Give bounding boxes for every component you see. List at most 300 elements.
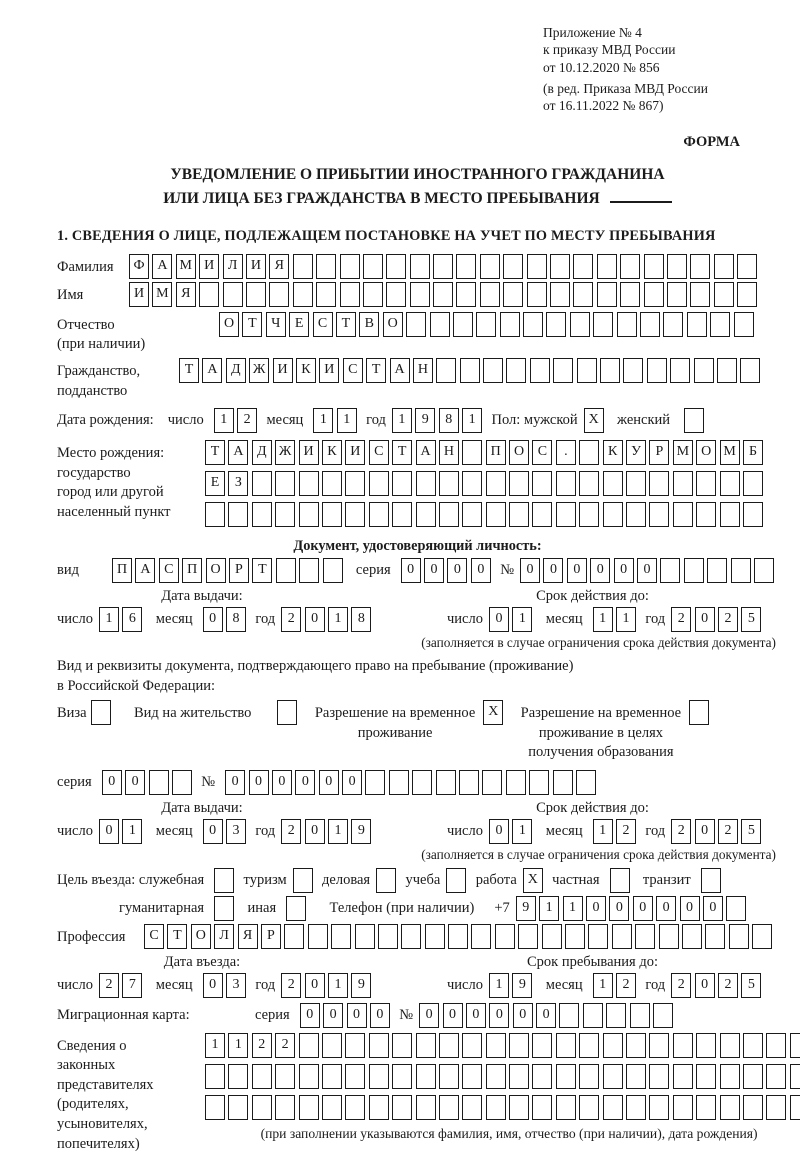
char-cell[interactable]: 9 bbox=[512, 973, 532, 998]
char-cell[interactable] bbox=[299, 558, 319, 583]
char-cell[interactable] bbox=[322, 1064, 342, 1089]
char-cell[interactable]: Л bbox=[214, 924, 234, 949]
char-cell[interactable]: X bbox=[523, 868, 543, 893]
char-cell[interactable] bbox=[369, 1033, 389, 1058]
char-cell[interactable]: 1 bbox=[392, 408, 412, 433]
char-cell[interactable] bbox=[726, 896, 746, 921]
char-cell[interactable] bbox=[565, 924, 585, 949]
char-cell[interactable] bbox=[593, 312, 613, 337]
char-cell[interactable]: О bbox=[206, 558, 226, 583]
char-cell[interactable] bbox=[430, 312, 450, 337]
char-cell[interactable]: И bbox=[319, 358, 339, 383]
char-cell[interactable]: 2 bbox=[252, 1033, 272, 1058]
char-cell[interactable]: 1 bbox=[313, 408, 333, 433]
char-cell[interactable] bbox=[673, 502, 693, 527]
char-cell[interactable] bbox=[456, 254, 476, 279]
char-cell[interactable]: С bbox=[343, 358, 363, 383]
char-cell[interactable] bbox=[550, 282, 570, 307]
char-cell[interactable] bbox=[503, 282, 523, 307]
char-cell[interactable] bbox=[345, 1033, 365, 1058]
char-cell[interactable]: 0 bbox=[520, 558, 540, 583]
char-cell[interactable] bbox=[275, 1064, 295, 1089]
char-cell[interactable] bbox=[766, 1064, 786, 1089]
char-cell[interactable] bbox=[527, 254, 547, 279]
char-cell[interactable] bbox=[410, 254, 430, 279]
char-cell[interactable] bbox=[199, 282, 219, 307]
char-cell[interactable]: И bbox=[199, 254, 219, 279]
char-cell[interactable] bbox=[322, 1095, 342, 1120]
char-cell[interactable] bbox=[482, 770, 502, 795]
char-cell[interactable]: 2 bbox=[281, 607, 301, 632]
char-cell[interactable]: 0 bbox=[695, 819, 715, 844]
char-cell[interactable] bbox=[573, 282, 593, 307]
char-cell[interactable]: А bbox=[202, 358, 222, 383]
char-cell[interactable] bbox=[684, 408, 704, 433]
char-cell[interactable]: 1 bbox=[593, 973, 613, 998]
char-cell[interactable] bbox=[322, 502, 342, 527]
char-cell[interactable]: 0 bbox=[590, 558, 610, 583]
char-cell[interactable]: 0 bbox=[614, 558, 634, 583]
char-cell[interactable]: К bbox=[322, 440, 342, 465]
char-cell[interactable]: И bbox=[345, 440, 365, 465]
char-cell[interactable]: Т bbox=[179, 358, 199, 383]
char-cell[interactable] bbox=[714, 254, 734, 279]
char-cell[interactable] bbox=[323, 558, 343, 583]
char-cell[interactable] bbox=[649, 1095, 669, 1120]
char-cell[interactable] bbox=[448, 924, 468, 949]
char-cell[interactable]: О bbox=[219, 312, 239, 337]
char-cell[interactable]: 0 bbox=[489, 1003, 509, 1028]
char-cell[interactable] bbox=[376, 868, 396, 893]
char-cell[interactable] bbox=[626, 1064, 646, 1089]
char-cell[interactable]: 1 bbox=[462, 408, 482, 433]
char-cell[interactable] bbox=[617, 312, 637, 337]
char-cell[interactable] bbox=[276, 558, 296, 583]
char-cell[interactable]: 1 bbox=[337, 408, 357, 433]
char-cell[interactable]: 1 bbox=[512, 819, 532, 844]
char-cell[interactable] bbox=[649, 1033, 669, 1058]
char-cell[interactable] bbox=[527, 282, 547, 307]
char-cell[interactable] bbox=[576, 770, 596, 795]
char-cell[interactable] bbox=[365, 770, 385, 795]
char-cell[interactable]: О bbox=[509, 440, 529, 465]
char-cell[interactable] bbox=[486, 1064, 506, 1089]
char-cell[interactable] bbox=[456, 282, 476, 307]
char-cell[interactable] bbox=[573, 254, 593, 279]
char-cell[interactable]: П bbox=[182, 558, 202, 583]
char-cell[interactable]: 6 bbox=[122, 607, 142, 632]
char-cell[interactable] bbox=[606, 1003, 626, 1028]
char-cell[interactable] bbox=[483, 358, 503, 383]
char-cell[interactable] bbox=[667, 282, 687, 307]
char-cell[interactable] bbox=[378, 924, 398, 949]
char-cell[interactable] bbox=[696, 471, 716, 496]
char-cell[interactable] bbox=[486, 1095, 506, 1120]
char-cell[interactable] bbox=[743, 1064, 763, 1089]
char-cell[interactable]: О bbox=[696, 440, 716, 465]
char-cell[interactable]: 0 bbox=[305, 973, 325, 998]
char-cell[interactable] bbox=[743, 1033, 763, 1058]
char-cell[interactable] bbox=[743, 1095, 763, 1120]
char-cell[interactable]: Т bbox=[366, 358, 386, 383]
char-cell[interactable] bbox=[754, 558, 774, 583]
char-cell[interactable]: С bbox=[159, 558, 179, 583]
char-cell[interactable] bbox=[480, 282, 500, 307]
char-cell[interactable]: 1 bbox=[489, 973, 509, 998]
char-cell[interactable] bbox=[752, 924, 772, 949]
char-cell[interactable] bbox=[682, 924, 702, 949]
char-cell[interactable]: А bbox=[135, 558, 155, 583]
char-cell[interactable] bbox=[509, 1033, 529, 1058]
char-cell[interactable]: 0 bbox=[203, 973, 223, 998]
char-cell[interactable]: В bbox=[359, 312, 379, 337]
char-cell[interactable] bbox=[559, 1003, 579, 1028]
char-cell[interactable] bbox=[630, 1003, 650, 1028]
char-cell[interactable]: 0 bbox=[513, 1003, 533, 1028]
char-cell[interactable] bbox=[228, 1095, 248, 1120]
char-cell[interactable] bbox=[416, 1064, 436, 1089]
char-cell[interactable] bbox=[252, 502, 272, 527]
char-cell[interactable] bbox=[649, 1064, 669, 1089]
char-cell[interactable] bbox=[275, 502, 295, 527]
char-cell[interactable]: 1 bbox=[563, 896, 583, 921]
char-cell[interactable]: Ч bbox=[266, 312, 286, 337]
char-cell[interactable]: 1 bbox=[593, 607, 613, 632]
char-cell[interactable] bbox=[322, 1033, 342, 1058]
char-cell[interactable]: Б bbox=[743, 440, 763, 465]
char-cell[interactable] bbox=[588, 924, 608, 949]
char-cell[interactable] bbox=[416, 1033, 436, 1058]
char-cell[interactable]: Я bbox=[269, 254, 289, 279]
char-cell[interactable]: 0 bbox=[370, 1003, 390, 1028]
char-cell[interactable]: Я bbox=[176, 282, 196, 307]
char-cell[interactable] bbox=[476, 312, 496, 337]
char-cell[interactable] bbox=[644, 282, 664, 307]
char-cell[interactable]: 8 bbox=[226, 607, 246, 632]
char-cell[interactable] bbox=[340, 282, 360, 307]
char-cell[interactable] bbox=[546, 312, 566, 337]
char-cell[interactable] bbox=[453, 312, 473, 337]
char-cell[interactable]: 1 bbox=[328, 973, 348, 998]
char-cell[interactable] bbox=[439, 471, 459, 496]
char-cell[interactable]: П bbox=[112, 558, 132, 583]
char-cell[interactable]: 0 bbox=[609, 896, 629, 921]
char-cell[interactable] bbox=[392, 502, 412, 527]
char-cell[interactable] bbox=[462, 471, 482, 496]
char-cell[interactable]: 0 bbox=[401, 558, 421, 583]
char-cell[interactable]: 0 bbox=[703, 896, 723, 921]
char-cell[interactable] bbox=[556, 502, 576, 527]
char-cell[interactable] bbox=[740, 358, 760, 383]
char-cell[interactable]: 2 bbox=[718, 819, 738, 844]
char-cell[interactable] bbox=[737, 282, 757, 307]
char-cell[interactable]: 0 bbox=[489, 607, 509, 632]
char-cell[interactable]: 0 bbox=[586, 896, 606, 921]
char-cell[interactable]: 1 bbox=[328, 819, 348, 844]
char-cell[interactable] bbox=[386, 282, 406, 307]
char-cell[interactable]: Д bbox=[252, 440, 272, 465]
char-cell[interactable] bbox=[269, 282, 289, 307]
char-cell[interactable]: 8 bbox=[439, 408, 459, 433]
char-cell[interactable]: 0 bbox=[567, 558, 587, 583]
char-cell[interactable]: 1 bbox=[99, 607, 119, 632]
char-cell[interactable] bbox=[433, 254, 453, 279]
char-cell[interactable] bbox=[308, 924, 328, 949]
char-cell[interactable]: 2 bbox=[99, 973, 119, 998]
char-cell[interactable] bbox=[579, 1095, 599, 1120]
char-cell[interactable] bbox=[707, 558, 727, 583]
char-cell[interactable] bbox=[649, 471, 669, 496]
char-cell[interactable] bbox=[532, 1033, 552, 1058]
char-cell[interactable]: 2 bbox=[718, 607, 738, 632]
char-cell[interactable]: З bbox=[228, 471, 248, 496]
char-cell[interactable] bbox=[345, 1064, 365, 1089]
char-cell[interactable] bbox=[410, 282, 430, 307]
char-cell[interactable]: X bbox=[584, 408, 604, 433]
char-cell[interactable] bbox=[471, 924, 491, 949]
char-cell[interactable] bbox=[717, 358, 737, 383]
char-cell[interactable] bbox=[436, 770, 456, 795]
char-cell[interactable] bbox=[345, 471, 365, 496]
char-cell[interactable]: 0 bbox=[225, 770, 245, 795]
char-cell[interactable] bbox=[684, 558, 704, 583]
char-cell[interactable]: 1 bbox=[205, 1033, 225, 1058]
char-cell[interactable] bbox=[720, 502, 740, 527]
char-cell[interactable]: 0 bbox=[489, 819, 509, 844]
char-cell[interactable] bbox=[673, 1095, 693, 1120]
char-cell[interactable]: 3 bbox=[226, 819, 246, 844]
char-cell[interactable]: Л bbox=[223, 254, 243, 279]
char-cell[interactable] bbox=[673, 1033, 693, 1058]
char-cell[interactable] bbox=[667, 254, 687, 279]
char-cell[interactable] bbox=[369, 471, 389, 496]
char-cell[interactable] bbox=[694, 358, 714, 383]
char-cell[interactable]: Р bbox=[261, 924, 281, 949]
char-cell[interactable] bbox=[462, 1095, 482, 1120]
char-cell[interactable]: М bbox=[152, 282, 172, 307]
char-cell[interactable] bbox=[689, 700, 709, 725]
char-cell[interactable]: 0 bbox=[319, 770, 339, 795]
char-cell[interactable] bbox=[626, 502, 646, 527]
char-cell[interactable] bbox=[729, 924, 749, 949]
char-cell[interactable] bbox=[653, 1003, 673, 1028]
char-cell[interactable] bbox=[529, 770, 549, 795]
char-cell[interactable]: С bbox=[313, 312, 333, 337]
char-cell[interactable] bbox=[214, 868, 234, 893]
char-cell[interactable] bbox=[612, 924, 632, 949]
char-cell[interactable] bbox=[579, 502, 599, 527]
char-cell[interactable]: 0 bbox=[272, 770, 292, 795]
char-cell[interactable]: 0 bbox=[203, 607, 223, 632]
char-cell[interactable] bbox=[659, 924, 679, 949]
char-cell[interactable] bbox=[670, 358, 690, 383]
char-cell[interactable] bbox=[392, 1095, 412, 1120]
char-cell[interactable]: 0 bbox=[99, 819, 119, 844]
char-cell[interactable] bbox=[284, 924, 304, 949]
char-cell[interactable] bbox=[480, 254, 500, 279]
char-cell[interactable]: М bbox=[720, 440, 740, 465]
char-cell[interactable]: 5 bbox=[741, 819, 761, 844]
char-cell[interactable] bbox=[214, 896, 234, 921]
char-cell[interactable]: 0 bbox=[342, 770, 362, 795]
char-cell[interactable]: 1 bbox=[214, 408, 234, 433]
char-cell[interactable] bbox=[532, 502, 552, 527]
char-cell[interactable]: 2 bbox=[275, 1033, 295, 1058]
char-cell[interactable] bbox=[530, 358, 550, 383]
char-cell[interactable]: Е bbox=[289, 312, 309, 337]
char-cell[interactable] bbox=[597, 282, 617, 307]
char-cell[interactable]: 2 bbox=[281, 973, 301, 998]
char-cell[interactable]: 7 bbox=[122, 973, 142, 998]
char-cell[interactable]: 1 bbox=[122, 819, 142, 844]
char-cell[interactable] bbox=[299, 1064, 319, 1089]
char-cell[interactable]: 9 bbox=[415, 408, 435, 433]
char-cell[interactable] bbox=[416, 502, 436, 527]
char-cell[interactable] bbox=[623, 358, 643, 383]
char-cell[interactable] bbox=[172, 770, 192, 795]
char-cell[interactable] bbox=[369, 1095, 389, 1120]
char-cell[interactable]: И bbox=[273, 358, 293, 383]
char-cell[interactable]: Я bbox=[238, 924, 258, 949]
char-cell[interactable] bbox=[316, 254, 336, 279]
char-cell[interactable] bbox=[626, 1095, 646, 1120]
char-cell[interactable] bbox=[660, 558, 680, 583]
char-cell[interactable]: 2 bbox=[616, 819, 636, 844]
char-cell[interactable] bbox=[252, 1095, 272, 1120]
char-cell[interactable] bbox=[603, 471, 623, 496]
char-cell[interactable]: 0 bbox=[305, 819, 325, 844]
char-cell[interactable] bbox=[401, 924, 421, 949]
char-cell[interactable]: М bbox=[176, 254, 196, 279]
char-cell[interactable]: Ф bbox=[129, 254, 149, 279]
char-cell[interactable] bbox=[205, 1095, 225, 1120]
char-cell[interactable] bbox=[416, 471, 436, 496]
char-cell[interactable]: 2 bbox=[281, 819, 301, 844]
char-cell[interactable] bbox=[743, 502, 763, 527]
char-cell[interactable] bbox=[509, 502, 529, 527]
char-cell[interactable] bbox=[583, 1003, 603, 1028]
char-cell[interactable] bbox=[509, 1064, 529, 1089]
char-cell[interactable] bbox=[228, 502, 248, 527]
char-cell[interactable]: 2 bbox=[671, 819, 691, 844]
char-cell[interactable] bbox=[228, 1064, 248, 1089]
char-cell[interactable]: А bbox=[228, 440, 248, 465]
char-cell[interactable] bbox=[696, 502, 716, 527]
char-cell[interactable] bbox=[246, 282, 266, 307]
char-cell[interactable]: 0 bbox=[300, 1003, 320, 1028]
char-cell[interactable] bbox=[577, 358, 597, 383]
char-cell[interactable]: 2 bbox=[237, 408, 257, 433]
char-cell[interactable] bbox=[687, 312, 707, 337]
char-cell[interactable] bbox=[299, 502, 319, 527]
char-cell[interactable] bbox=[790, 1064, 800, 1089]
char-cell[interactable]: 0 bbox=[443, 1003, 463, 1028]
char-cell[interactable] bbox=[649, 502, 669, 527]
char-cell[interactable] bbox=[503, 254, 523, 279]
char-cell[interactable]: 0 bbox=[419, 1003, 439, 1028]
char-cell[interactable] bbox=[439, 1033, 459, 1058]
char-cell[interactable] bbox=[363, 282, 383, 307]
char-cell[interactable] bbox=[550, 254, 570, 279]
char-cell[interactable]: 0 bbox=[680, 896, 700, 921]
char-cell[interactable] bbox=[556, 1064, 576, 1089]
char-cell[interactable] bbox=[293, 282, 313, 307]
char-cell[interactable] bbox=[223, 282, 243, 307]
char-cell[interactable] bbox=[556, 1033, 576, 1058]
char-cell[interactable] bbox=[293, 254, 313, 279]
char-cell[interactable]: 0 bbox=[323, 1003, 343, 1028]
char-cell[interactable]: 0 bbox=[543, 558, 563, 583]
char-cell[interactable] bbox=[340, 254, 360, 279]
char-cell[interactable] bbox=[696, 1064, 716, 1089]
char-cell[interactable] bbox=[570, 312, 590, 337]
char-cell[interactable] bbox=[392, 1033, 412, 1058]
char-cell[interactable] bbox=[299, 471, 319, 496]
char-cell[interactable]: 0 bbox=[447, 558, 467, 583]
char-cell[interactable] bbox=[673, 471, 693, 496]
char-cell[interactable]: 1 bbox=[228, 1033, 248, 1058]
char-cell[interactable] bbox=[406, 312, 426, 337]
char-cell[interactable] bbox=[439, 502, 459, 527]
char-cell[interactable] bbox=[275, 1095, 295, 1120]
char-cell[interactable] bbox=[766, 1095, 786, 1120]
char-cell[interactable]: 0 bbox=[471, 558, 491, 583]
char-cell[interactable]: Н bbox=[439, 440, 459, 465]
char-cell[interactable] bbox=[460, 358, 480, 383]
char-cell[interactable]: 3 bbox=[226, 973, 246, 998]
char-cell[interactable] bbox=[462, 1033, 482, 1058]
char-cell[interactable]: Р bbox=[229, 558, 249, 583]
char-cell[interactable] bbox=[720, 1033, 740, 1058]
char-cell[interactable] bbox=[701, 868, 721, 893]
char-cell[interactable] bbox=[579, 440, 599, 465]
char-cell[interactable]: 0 bbox=[249, 770, 269, 795]
char-cell[interactable]: А bbox=[390, 358, 410, 383]
char-cell[interactable] bbox=[363, 254, 383, 279]
char-cell[interactable] bbox=[626, 1033, 646, 1058]
char-cell[interactable]: С bbox=[532, 440, 552, 465]
char-cell[interactable] bbox=[542, 924, 562, 949]
char-cell[interactable] bbox=[425, 924, 445, 949]
char-cell[interactable]: А bbox=[416, 440, 436, 465]
char-cell[interactable] bbox=[345, 502, 365, 527]
char-cell[interactable]: С bbox=[369, 440, 389, 465]
char-cell[interactable] bbox=[737, 254, 757, 279]
char-cell[interactable]: 0 bbox=[695, 607, 715, 632]
char-cell[interactable] bbox=[433, 282, 453, 307]
char-cell[interactable] bbox=[205, 1064, 225, 1089]
char-cell[interactable]: Т bbox=[336, 312, 356, 337]
char-cell[interactable] bbox=[603, 1095, 623, 1120]
char-cell[interactable] bbox=[369, 502, 389, 527]
char-cell[interactable]: Е bbox=[205, 471, 225, 496]
char-cell[interactable]: 0 bbox=[633, 896, 653, 921]
char-cell[interactable] bbox=[277, 700, 297, 725]
char-cell[interactable] bbox=[635, 924, 655, 949]
char-cell[interactable] bbox=[579, 1064, 599, 1089]
char-cell[interactable] bbox=[446, 868, 466, 893]
char-cell[interactable] bbox=[640, 312, 660, 337]
char-cell[interactable]: 0 bbox=[305, 607, 325, 632]
char-cell[interactable] bbox=[603, 502, 623, 527]
char-cell[interactable] bbox=[603, 1033, 623, 1058]
char-cell[interactable]: И bbox=[129, 282, 149, 307]
char-cell[interactable]: 1 bbox=[512, 607, 532, 632]
char-cell[interactable] bbox=[486, 502, 506, 527]
char-cell[interactable] bbox=[644, 254, 664, 279]
char-cell[interactable]: 2 bbox=[616, 973, 636, 998]
char-cell[interactable] bbox=[556, 1095, 576, 1120]
